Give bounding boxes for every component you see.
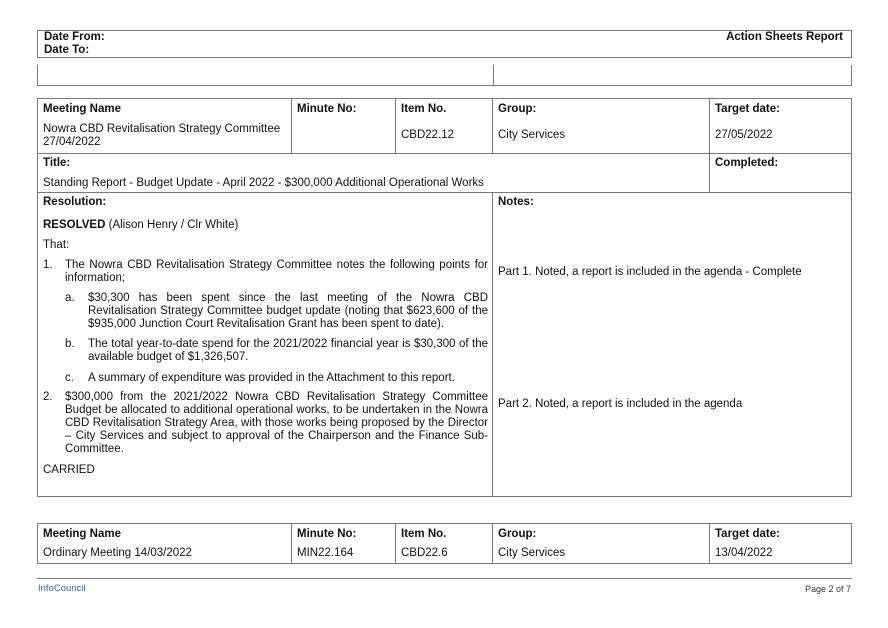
subitem-letter: a.	[65, 292, 75, 304]
subitem-text: The total year-to-date spend for the 2021/2022 financial year is $30,300 of the available budget of $1,326,507.	[88, 338, 488, 363]
divider	[395, 524, 396, 563]
title-label: Title:	[43, 157, 71, 169]
resolved-line	[43, 219, 238, 231]
minute-no-value: MIN22.164	[297, 547, 354, 559]
date-from-label: Date From:	[44, 31, 105, 43]
footer-rule	[37, 578, 852, 579]
divider	[492, 192, 493, 496]
date-to-label: Date To:	[44, 44, 90, 56]
item-text: The Nowra CBD Revitalisation Strategy Committee notes the following points for information;	[65, 259, 488, 284]
divider	[38, 153, 851, 154]
report-title: Action Sheets Report	[726, 31, 843, 43]
resolution-subitem-c	[65, 372, 488, 385]
that-label: That:	[43, 239, 70, 251]
item-number: 2.	[43, 391, 53, 403]
date-range-box	[37, 65, 852, 86]
item-no-header: Item No.	[401, 528, 447, 540]
divider	[291, 524, 292, 563]
action-record-1	[37, 98, 852, 497]
subitem-text: A summary of expenditure was provided in the Attachment to this report.	[88, 372, 455, 384]
note-part-1: Part 1. Noted, a report is included in the agenda - Complete	[498, 266, 802, 278]
carried-label: CARRIED	[43, 464, 95, 476]
item-no-value: CBD22.12	[401, 129, 455, 141]
footer-brand: InfoCouncil	[38, 583, 86, 594]
resolved-by: (Alison Henry / Clr White)	[108, 219, 239, 231]
group-header: Group:	[498, 528, 537, 540]
resolution-subitem-b	[65, 338, 488, 364]
action-record-2	[37, 523, 852, 564]
meeting-name-header: Meeting Name	[43, 528, 121, 540]
meeting-name-header: Meeting Name	[43, 103, 121, 115]
note-part-2: Part 2. Noted, a report is included in the agenda	[498, 398, 743, 410]
divider	[38, 192, 851, 193]
subitem-letter: c.	[65, 372, 74, 384]
target-date-value: 27/05/2022	[715, 129, 773, 141]
target-date-header: Target date:	[715, 103, 780, 115]
completed-label: Completed:	[715, 157, 779, 169]
divider	[709, 99, 710, 192]
item-no-value: CBD22.6	[401, 547, 448, 559]
meeting-name-value: Ordinary Meeting 14/03/2022	[43, 547, 192, 559]
resolution-label: Resolution:	[43, 196, 107, 208]
divider	[395, 99, 396, 153]
notes-label: Notes:	[498, 196, 534, 208]
target-date-value: 13/04/2022	[715, 547, 773, 559]
subitem-letter: b.	[65, 338, 75, 350]
item-text: $300,000 from the 2021/2022 Nowra CBD Revitalisation Strategy Committee Budget be allocated to additional operational works, to be undertaken in the Nowra CBD Revitalisation Strategy Area, with those works being proposed by the Director – City Services and subject to approval of the Chairperson and the Finance Sub-Committee.	[65, 391, 488, 455]
group-value: City Services	[498, 547, 566, 559]
resolution-subitem-a	[65, 292, 488, 331]
page-number: Page 2 of 7	[804, 584, 851, 594]
minute-no-header: Minute No:	[297, 528, 357, 540]
divider	[492, 99, 493, 153]
action-title: Standing Report - Budget Update - April 2022 - $300,000 Additional Operational Works	[43, 177, 484, 189]
meeting-name-value: Nowra CBD Revitalisation Strategy Committee 27/04/2022	[43, 123, 281, 148]
resolved-label: RESOLVED	[43, 219, 106, 231]
subitem-text: $30,300 has been spent since the last meeting of the Nowra CBD Revitalisation Strategy Committee budget update (noting that $623,600 of the $935,000 Junction Court Revitalisation Grant has been spent to date).	[88, 292, 488, 330]
resolution-item-1	[43, 259, 488, 285]
divider	[291, 99, 292, 153]
item-no-header: Item No.	[401, 103, 447, 115]
divider	[492, 524, 493, 563]
resolution-item-2	[43, 391, 488, 456]
report-header	[37, 30, 852, 58]
minute-no-header: Minute No:	[297, 103, 357, 115]
target-date-header: Target date:	[715, 528, 780, 540]
group-header: Group:	[498, 103, 537, 115]
item-number: 1.	[43, 259, 53, 271]
divider	[709, 524, 710, 563]
group-value: City Services	[498, 129, 566, 141]
divider	[493, 65, 494, 85]
